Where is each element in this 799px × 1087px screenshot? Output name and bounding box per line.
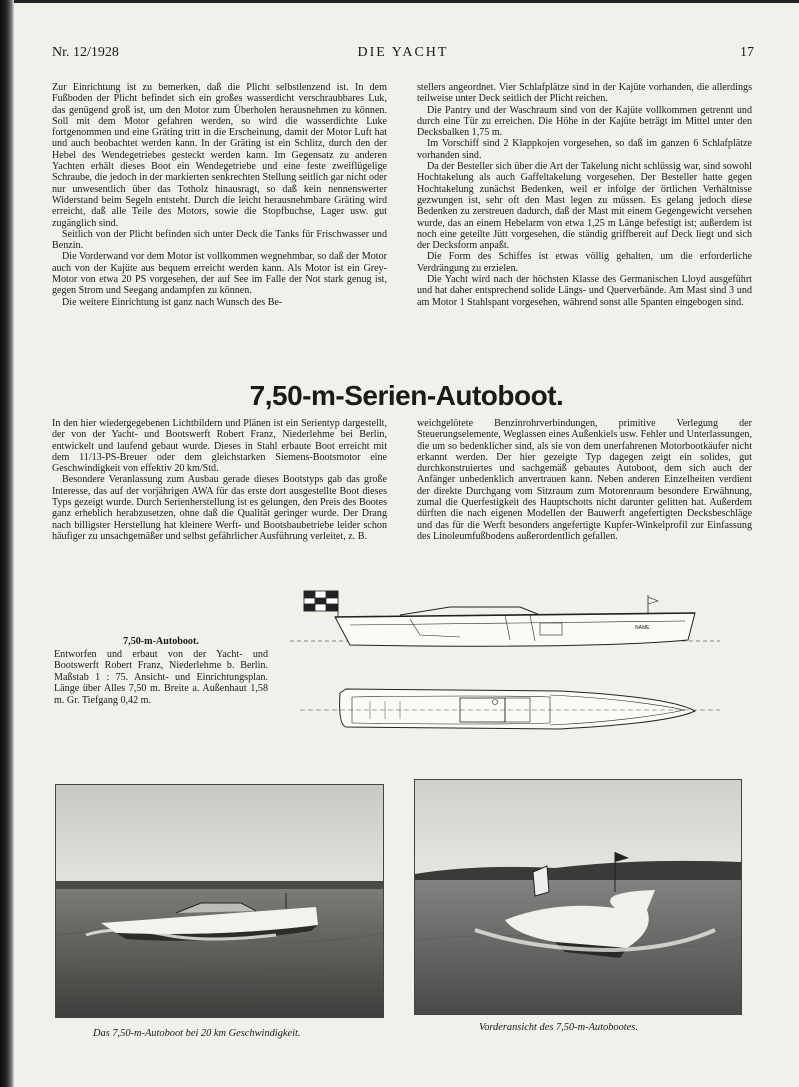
paragraph: Die Form des Schiffes ist etwas völlig gehalten, um die erforderliche Verdrängung zu erzielen. bbox=[417, 251, 752, 274]
stern-flag-icon bbox=[304, 591, 338, 611]
journal-title: DIE YACHT bbox=[357, 45, 449, 60]
book-spine-shadow bbox=[0, 0, 14, 1087]
plan-name-label: NAME bbox=[635, 625, 650, 631]
paragraph: weichgelötete Benzinrohrverbindungen, primitive Verlegung der Steuerungselemente, Weglassen eines Außenkiels usw. Fehler und Unterlassungen, die um so bedenklicher sind, als sie von dem unerfahrenen Motorbootkäufer nicht erkannt werden. Der hier gezeigte Typ dagegen zeigt ein solides, gut durchkonstruiertes und sachgemäß gebautes Autoboot, dem sich auch der Anfänger unbedenklich anvertrauen kann. Neben anderen Einzelheiten verdient der direkte Durchgang vom Sitzraum zum Motorenraum besondere Erwähnung, zumal die Querfestigkeit des Hauptschotts nicht darunter gelitten hat. Außerdem dürften die nach eigenen Modellen der Bauwerft angefertigten Decksbeschläge und das für die Werft besonders angefertigte Kupfer-Winkelprofil zur Einfassung des Linoleumfußbodens außerordentlich gefallen. bbox=[417, 418, 752, 542]
paragraph: Die Yacht wird nach der höchsten Klasse des Germanischen Lloyd ausgeführt und hat daher entsprechend solide Längs- und Querverbände. Am Mast sind 3 und am Motor 1 Stahlspant vorgesehen, während sonst alle Spanten eingebogen sind. bbox=[417, 274, 752, 308]
photo-caption-right: Vorderansicht des 7,50-m-Autobootes. bbox=[479, 1022, 638, 1033]
article-title: 7,50-m-Serien-Autoboot. bbox=[249, 380, 564, 411]
paragraph: Die weitere Einrichtung ist ganz nach Wunsch des Be- bbox=[62, 296, 283, 308]
paragraph: In den hier wiedergegebenen Lichtbildern und Plänen ist ein Serientyp dargestellt, der von der Yacht- und Bootswerft Robert Franz, Niederlehme bei Berlin, entwickelt und laufend gebaut wurde. Dieses in Stahl erbaute Boot erreicht mit dem 11/13-PS-Breuer oder dem gleichstarken Siemens-Bootsmotor eine Geschwindigkeit von effektiv 20 km/Std. bbox=[52, 418, 387, 475]
paragraph: stellers angeordnet. Vier Schlafplätze sind in der Kajüte vorhanden, die allerdings teilweise unter Deck seitlich der Plicht reichen. bbox=[417, 82, 752, 105]
page-top-edge bbox=[14, 0, 799, 3]
side-elevation-view bbox=[290, 591, 720, 646]
paragraph: Da der Besteller sich über die Art der Takelung nicht schlüssig war, sind sowohl Hochtakelung als auch Gaffeltakelung vorgesehen. Der Besteller hatte gegen Hochtakelung zunächst Bedenken, weil er infolge der örtlichen Verhältnisse gezwungen ist, sehr oft den Mast legen zu müssen. Es gelang jedoch diese Bedenken zu zerstreuen dadurch, daß der Mast mit einem Gegengewicht versehen wurde, das an einem Hebelarm von etwa 1,25 m Länge befestigt ist; außerdem ist noch eine geteilte Jütt vorgesehen, die ständig griffbereit auf Deck liegt und sich der Decksform anpaßt. bbox=[417, 161, 752, 252]
paragraph: Die Vorderwand vor dem Motor ist vollkommen wegnehmbar, so daß der Motor auch von der Kajüte aus bequem erreicht werden kann. Als Motor ist ein Grey-Motor von etwa 20 PS vorgesehen, der auf See im Falle der Not stark genug ist, gegen Strom und Seegang andampfen zu können. bbox=[52, 251, 387, 297]
page-number: 17 bbox=[740, 45, 754, 60]
issue-number: Nr. 12/1928 bbox=[52, 45, 119, 60]
figure-caption-body: Entworfen und erbaut von der Yacht- und Bootswerft Robert Franz, Niederlehme b. Berlin. Maßstab 1 : 75. Ansicht- und Einrichtungsplan. Länge über Alles 7,50 m. Breite a. Außenhaut 1,58 m. Gr. Tiefgang 0,42 m. bbox=[54, 648, 268, 706]
deck-plan-view bbox=[300, 689, 720, 729]
figure-caption bbox=[54, 636, 268, 707]
top-right-column bbox=[417, 82, 752, 308]
paragraph: Seitlich von der Plicht befinden sich unter Deck die Tanks für Frischwasser und Benzin. bbox=[52, 228, 387, 252]
boat-plan-drawing bbox=[290, 585, 720, 745]
paragraph: Die Pantry und der Waschraum sind von der Kajüte vollkommen getrennt und durch eine Tür zu erreichen. Die Höhe in der Kajüte beträgt im Mittel unter den Decksbalken 1,75 m. bbox=[417, 104, 752, 139]
page-header bbox=[52, 45, 754, 67]
photo-boat-front-view bbox=[414, 779, 742, 1015]
photo-caption-left: Das 7,50-m-Autoboot bei 20 km Geschwindigkeit. bbox=[93, 1028, 301, 1039]
mid-left-column bbox=[52, 418, 387, 542]
paragraph: Im Vorschiff sind 2 Klappkojen vorgesehen, so daß im ganzen 6 Schlafplätze vorhanden sind. bbox=[417, 138, 752, 161]
mid-right-column bbox=[417, 418, 752, 542]
photo-boat-at-speed bbox=[55, 784, 384, 1018]
figure-caption-title: 7,50-m-Autoboot. bbox=[123, 636, 199, 647]
paragraph: Besondere Veranlassung zum Ausbau gerade dieses Bootstyps gab das große Interesse, das auf der vorjährigen AWA für das erste dort ausgestellte Boot dieses Typs gezeigt wurde. Durch Serienherstellung ist es gelungen, den Preis des Bootes ganz erheblich herabzusetzen, ohne daß die Qualität geringer wurde. Der Drang nach billigster Herstellung hat kleinere Werft- und Bootsbaubetriebe leider schon häufiger zu unsachgemäßer und selbst gefährlicher Ausführung verleitet, z. B. bbox=[52, 474, 387, 542]
paragraph: Zur Einrichtung ist zu bemerken, daß die Plicht selbstlenzend ist. In dem Fußboden der Plicht befindet sich ein großes wasserdicht verschraubbares Luk, das genügend groß ist, um den Motor zum Überholen herausnehmen zu können. Soll mit dem Motor gefahren werden, so wird die wasserdichte Luke fortgenommen und eine Gräting tritt in die Erscheinung, damit der Motor Luft hat und auch beobachtet werden kann. In der Gräting ist ein Schlitz, durch den der Hebel des Wendegetriebes gesteckt werden kann. Im Gegensatz zu anderen Yachten erhält dieses Boot ein Wendegetriebe und eine feste zweiflügelige Schraube, die jedoch in der markierten senkrechten Stellung seitlich gar nicht oder nur unwesentlich über das Totholz hinausragt, so daß kein nennenswerter Widerstand beim Segeln entsteht. Durch die leicht herausnehmbare Gräting wird erreicht, daß alle Teile des Motors, sowie die Stopfbuchse, Lager usw. gut zugänglich sind. bbox=[52, 82, 387, 229]
top-left-column bbox=[52, 82, 387, 308]
